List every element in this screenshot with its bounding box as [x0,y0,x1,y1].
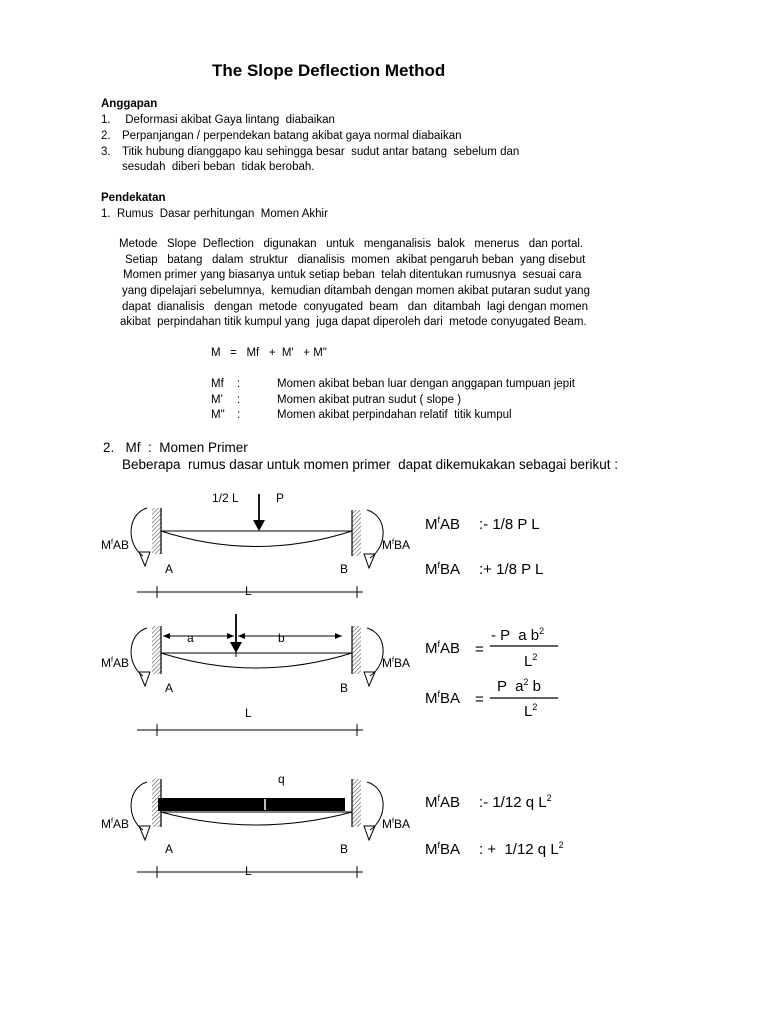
assumption-number-2: 2. [101,130,111,142]
distributed-load-block [158,798,345,811]
fixed-support-right [352,779,361,827]
formula-mfba-case3: $M^fBA$ [425,840,461,858]
approach-item-1: 1. Rumus Dasar perhitungan Momen Akhir [101,208,328,220]
label-seg-a: a [187,631,194,645]
label-m-ab-left: $M^fAB$ [101,537,130,552]
label-m-ba-right: $M^fBA$ [382,537,411,552]
label-node-b: B [340,562,349,576]
label-m-ba-right: $M^fBA$ [382,816,411,831]
deflected-shape [161,531,352,547]
beam-case-1 [131,494,383,598]
fixed-support-right [352,626,361,674]
label-m-ab-left: $M^fAB$ [101,655,130,670]
definition-colon: : [237,409,241,421]
label-span-l: L [245,706,252,720]
label-seg-b: b [278,631,285,645]
moment-arrow-right [367,628,383,676]
paragraph-line: Setiap batang dalam struktur dianalisis momen akibat pengaruh beban yang disebut [125,254,586,266]
formula-mfab-case2-equals: = [475,641,484,658]
label-node-b: B [340,842,349,856]
formula-mfba-case3-value: : + 1/12 q $L^2$ [479,840,564,858]
assumptions-heading: Anggapan [101,98,158,110]
formula-mfba-case2-equals: = [475,691,484,708]
page-title: The Slope Deflection Method [212,61,446,80]
paragraph-line: akibat perpindahan titik kumpul yang juga dapat diperoleh dari metode conyugated Beam. [120,316,587,328]
formula-mfab-case2-denominator: $L^2$ [524,652,538,670]
assumption-text-1: Deformasi akibat Gaya lintang diabaikan [122,114,335,126]
paragraph-line: yang dipelajari sebelumnya, kemudian ditambah dengan momen akibat putaran sudut yang [122,285,590,297]
definition-text: Momen akibat perpindahan relatif titik kumpul [277,409,512,421]
formula-mfab-case3-value: :- 1/12 q $L^2$ [479,793,552,811]
formula-mfba-case1: $M^fBA$ [425,560,461,578]
formula-mfba-case2: $M^fBA$ [425,689,461,707]
moment-formula: M = Mf + M' + M" [211,347,327,359]
label-span-l: L [245,864,252,878]
assumption-number-1: 1. [101,114,111,126]
fixed-support-right [352,510,361,556]
label-node-b: B [340,681,349,695]
assumption-text-3-continued: sesudah diberi beban tidak berobah. [122,161,315,173]
moment-arrow-left [131,628,147,676]
formula-mfba-case2-numerator: P $a^2$ b [497,677,541,695]
label-node-a: A [165,562,174,576]
paragraph-line: Momen primer yang biasanya untuk setiap beban telah ditentukan rumusnya sesuai cara [123,269,582,281]
paragraph-line: Metode Slope Deflection digunakan untuk menganalisis balok menerus dan portal. [119,238,584,250]
section-2-heading: 2. Mf : Momen Primer [103,440,248,455]
label-span-l: L [245,584,252,598]
formula-mfab-case1: $M^fAB$ [425,515,461,533]
moment-arrow-right [367,510,383,558]
definition-text: Momen akibat beban luar dengan anggapan tumpuan jepit [277,378,575,390]
label-p: P [276,491,285,505]
definition-symbol: M' [211,394,223,406]
assumption-text-3: Titik hubung dianggapo kau sehingga besar sudut antar batang sebelum dan [122,146,520,158]
formula-mfba-case1-value: :+ 1/8 P L [479,561,544,578]
assumption-text-2: Perpanjangan / perpendekan batang akibat gaya normal diabaikan [122,130,462,142]
moment-arrow-left [131,782,147,830]
beam-case-2 [131,614,383,736]
label-node-a: A [165,681,174,695]
deflected-shape [161,653,352,668]
label-m-ba-right: $M^fBA$ [382,655,411,670]
approach-heading: Pendekatan [101,192,166,204]
beam-case-3 [131,779,383,878]
assumption-number-3: 3. [101,146,111,158]
deflected-shape [161,812,352,825]
definition-colon: : [237,394,241,406]
section-2-intro: Beberapa rumus dasar untuk momen primer dapat dikemukakan sebagai berikut : [122,457,619,472]
formula-mfab-case3: $M^fAB$ [425,793,461,811]
label-node-a: A [165,842,174,856]
label-half-l: 1/2 L [212,491,239,505]
definition-symbol: M" [211,409,225,421]
formula-mfab-case2-numerator: - P a $b^2$ [491,626,545,644]
label-q: q [278,772,285,786]
fixed-support-left [152,508,161,554]
formula-mfba-case2-denominator: $L^2$ [524,702,538,720]
definition-colon: : [237,378,241,390]
formula-mfab-case1-value: :- 1/8 P L [479,516,540,533]
fixed-support-left [152,626,161,674]
definition-symbol: Mf [211,378,224,390]
formula-mfab-case2: $M^fAB$ [425,639,461,657]
moment-arrow-left [131,508,147,556]
definition-text: Momen akibat putran sudut ( slope ) [277,394,462,406]
moment-arrow-right [367,782,383,830]
label-m-ab-left: $M^fAB$ [101,816,130,831]
point-load-arrow [253,520,265,531]
paragraph-line: dapat dianalisis dengan metode conyugated beam dan ditambah lagi dengan momen [122,301,589,313]
